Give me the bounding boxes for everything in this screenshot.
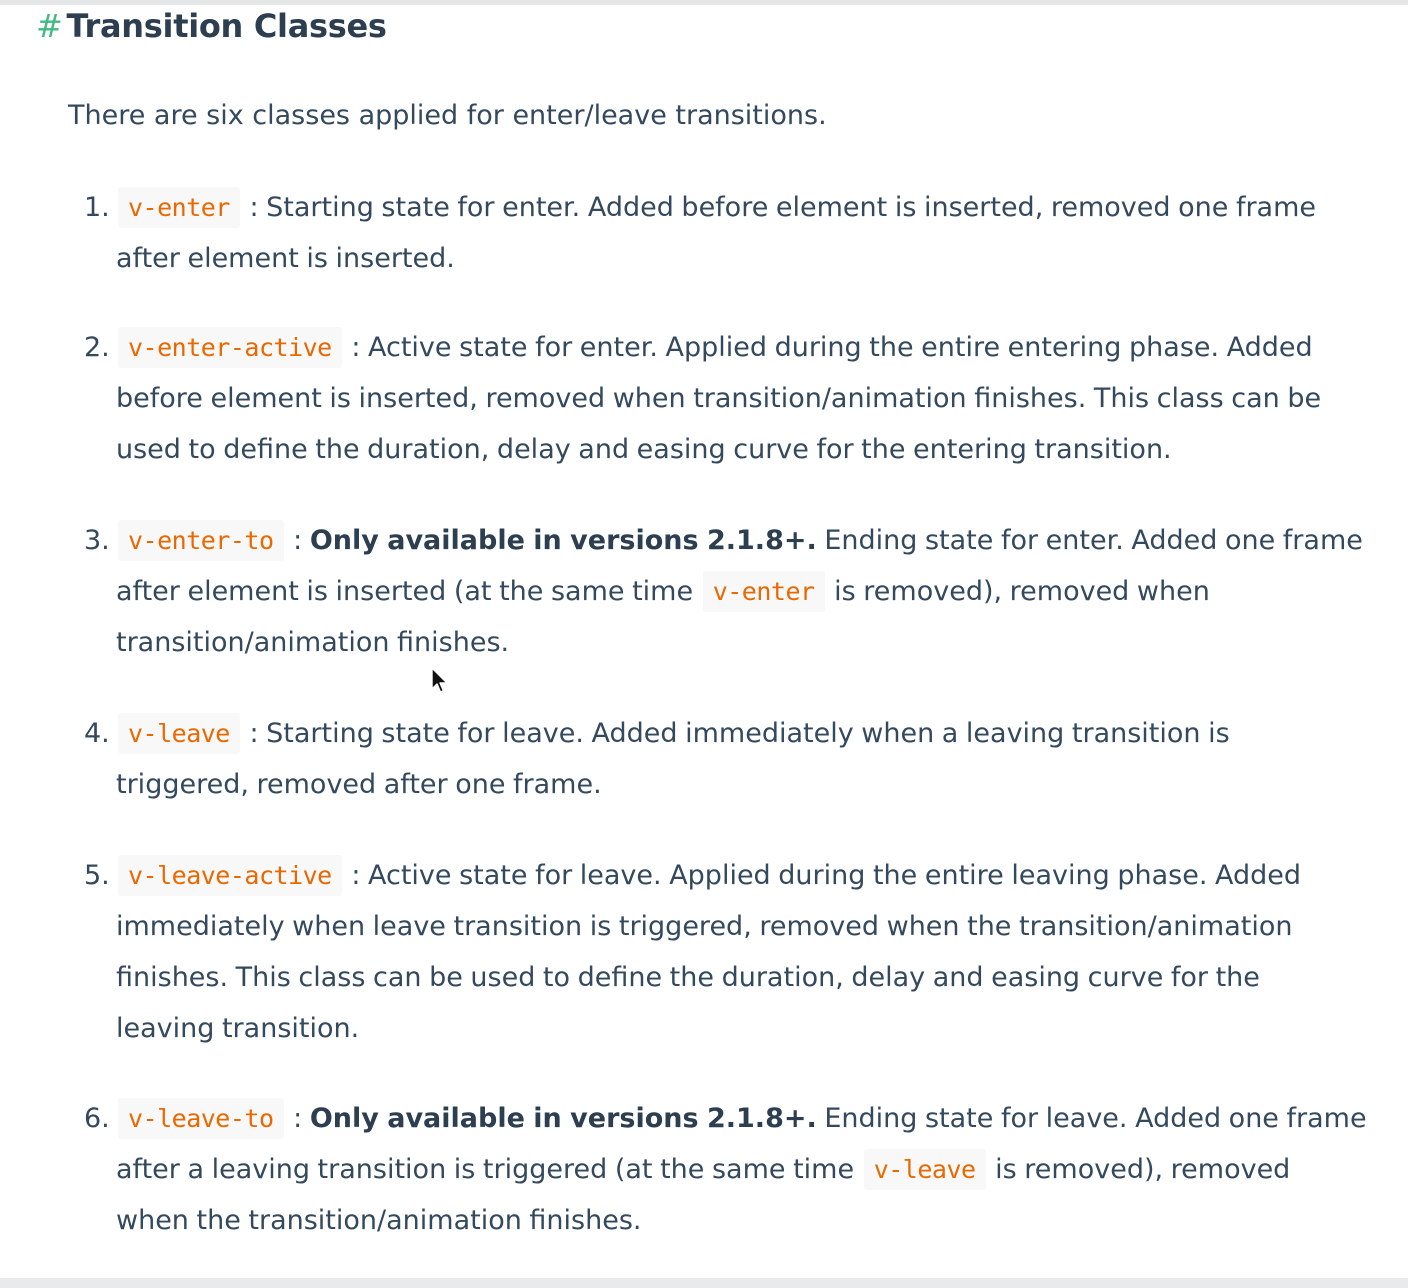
inline-code: v-enter xyxy=(703,571,825,612)
inline-code: v-leave xyxy=(864,1149,986,1190)
description-text: : Starting state for enter. Added before element is inserted, removed one frame xyxy=(249,192,1317,223)
description-text: Ending state for leave. Added one frame xyxy=(824,1103,1367,1134)
description-text: after element is inserted (at the same time xyxy=(116,576,694,607)
list-item-line xyxy=(116,1144,1290,1195)
description-text: : Active state for leave. Applied during the entire leaving phase. Added xyxy=(351,860,1302,891)
class-code: v-enter-active xyxy=(118,327,342,368)
list-number: 2. xyxy=(84,332,110,363)
list-item-line: immediately when leave transition is triggered, removed when the transition/animation xyxy=(116,911,1293,942)
list-number: 3. xyxy=(84,525,110,556)
description-text: : Active state for enter. Applied during the entire entering phase. Added xyxy=(351,332,1313,363)
description-text: is removed), removed xyxy=(995,1154,1291,1185)
intro-paragraph: There are six classes applied for enter/leave transitions. xyxy=(68,100,827,131)
list-item-line: leaving transition. xyxy=(116,1013,360,1044)
list-item-line: when the transition/animation finishes. xyxy=(116,1205,642,1236)
list-item-line: triggered, removed after one frame. xyxy=(116,769,602,800)
list-number: 1. xyxy=(84,192,110,223)
description-text: : Starting state for leave. Added immediately when a leaving transition is xyxy=(249,718,1230,749)
description-text: after a leaving transition is triggered (at the same time xyxy=(116,1154,855,1185)
version-note: Only available in versions 2.1.8+. xyxy=(309,525,817,556)
list-item-line xyxy=(116,708,1230,759)
list-number: 4. xyxy=(84,718,110,749)
heading-title: Transition Classes xyxy=(66,7,387,45)
mouse-cursor-icon xyxy=(430,667,450,695)
list-item-line: finishes. This class can be used to define the duration, delay and easing curve for the xyxy=(116,962,1260,993)
list-item-line xyxy=(116,182,1316,233)
list-number: 5. xyxy=(84,860,110,891)
separator: : xyxy=(293,525,303,556)
separator: : xyxy=(293,1103,303,1134)
list-item-line: after element is inserted. xyxy=(116,243,455,274)
description-text: is removed), removed when xyxy=(834,576,1210,607)
class-code: v-enter-to xyxy=(118,520,284,561)
list-item-line xyxy=(116,850,1301,901)
version-note: Only available in versions 2.1.8+. xyxy=(309,1103,817,1134)
class-code: v-leave-to xyxy=(118,1098,284,1139)
list-item-line xyxy=(116,1093,1367,1144)
list-item-line xyxy=(116,515,1363,566)
heading-anchor-link[interactable]: # xyxy=(36,7,63,45)
class-code: v-leave-active xyxy=(118,855,342,896)
list-item-line xyxy=(116,322,1313,373)
list-number: 6. xyxy=(84,1103,110,1134)
section-heading xyxy=(36,3,387,49)
description-text: Ending state for enter. Added one frame xyxy=(824,525,1363,556)
list-item-line: transition/animation finishes. xyxy=(116,627,510,658)
list-item-line: before element is inserted, removed when transition/animation finishes. This class can be xyxy=(116,383,1322,414)
list-item-line: used to define the duration, delay and easing curve for the entering transition. xyxy=(116,434,1172,465)
class-code: v-leave xyxy=(118,713,240,754)
list-item-line xyxy=(116,566,1210,617)
bottom-border xyxy=(0,1278,1408,1288)
class-code: v-enter xyxy=(118,187,240,228)
